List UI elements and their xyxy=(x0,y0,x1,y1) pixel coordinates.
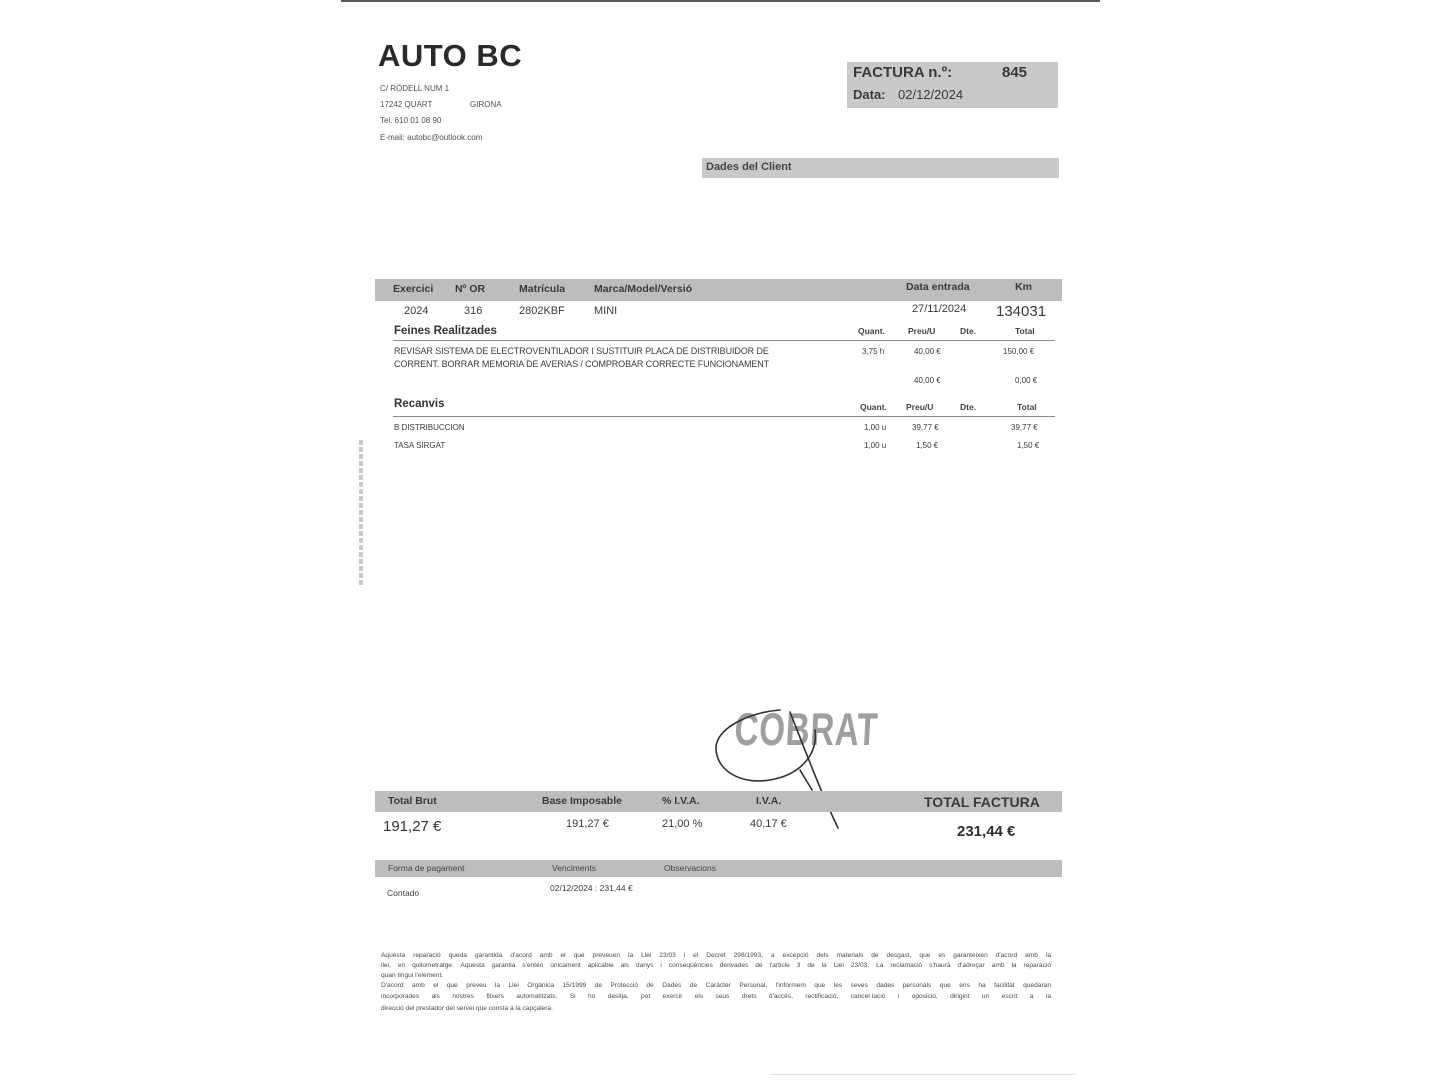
company-province: GIRONA xyxy=(470,100,502,109)
vehicle-header-entry-date: Data entrada xyxy=(906,281,970,293)
works-header-discount: Dte. xyxy=(960,326,977,336)
legal-line: D'acord amb el que preveu la Llei Orgànica 15/1999 de Protecció de Dades de Caràcter Personal, l'informem que les seves dades personals que ens ha facilitat quedaran xyxy=(381,982,1051,989)
works-divider xyxy=(393,340,1055,341)
totals-header-vat: I.V.A. xyxy=(756,795,782,807)
company-address: C/ RÒDELL NUM 1 xyxy=(380,84,450,93)
parts-header-total: Total xyxy=(1017,402,1037,412)
vehicle-plate: 2802KBF xyxy=(519,305,565,317)
parts-row-total: 1,50 € xyxy=(1017,441,1040,450)
payment-header-bar xyxy=(375,860,1062,877)
invoice-date: 02/12/2024 xyxy=(898,87,964,102)
parts-row-price: 1,50 € xyxy=(916,441,939,450)
parts-header-qty: Quant. xyxy=(860,402,887,412)
parts-row-name: TASA SIRGAT xyxy=(394,441,446,450)
parts-row-name: B DISTRIBUCCION xyxy=(394,423,465,432)
parts-row-total: 39,77 € xyxy=(1011,423,1038,432)
paid-stamp: COBRAT xyxy=(733,703,880,755)
works-header-qty: Quant. xyxy=(858,326,885,336)
payment-header-method: Forma de pagament xyxy=(388,863,465,873)
legal-line: incorporades als nostres fitxers automatitzats. Si ho desitja, pot exercir els seus drets d'accés, rectificació, cancel·lació i oposició, dirigint un escrit a la xyxy=(381,993,1051,1000)
works-row-total: 150,00 € xyxy=(1003,347,1035,356)
vehicle-header-km: Km xyxy=(1015,281,1032,293)
vehicle-header-order: Nº OR xyxy=(455,283,486,295)
works-description-line: CORRENT. BORRAR MEMORIA DE AVERIAS / COMPROBAR CORRECTE FUNCIONAMENT xyxy=(394,359,770,369)
legal-line: Aquesta reparació queda garantida d'acord amb el que preveuen la Llei 23/03 i el Decret 298/1993, a excepció dels materials de desgast, que es garanteixen d'acord amb la xyxy=(381,952,1051,959)
vehicle-year: 2024 xyxy=(404,305,429,317)
bottom-rule xyxy=(770,1074,1075,1075)
works-header-total: Total xyxy=(1015,326,1035,336)
total-vat-pct: 21,00 % xyxy=(662,818,703,830)
parts-row-qty: 1,00 u xyxy=(864,423,887,432)
parts-row-qty: 1,00 u xyxy=(864,441,887,450)
vehicle-header-model: Marca/Model/Versió xyxy=(594,283,693,295)
parts-row-price: 39,77 € xyxy=(912,423,939,432)
company-name: AUTO BC xyxy=(378,38,523,73)
vertical-margin-text xyxy=(359,440,363,585)
vehicle-km: 134031 xyxy=(996,303,1047,320)
payment-header-due: Venciments xyxy=(552,863,596,873)
payment-due: 02/12/2024 : 231,44 € xyxy=(550,883,633,893)
parts-header-discount: Dte. xyxy=(960,402,977,412)
vehicle-header-year: Exercici xyxy=(393,283,434,295)
invoice-date-label: Data: xyxy=(853,87,886,102)
payment-method: Contado xyxy=(387,888,420,898)
parts-header-price: Preu/U xyxy=(906,402,934,412)
client-title: Dades del Client xyxy=(706,161,792,173)
legal-line: llei, en quilometratge. Aquesta garantia s'entén únicament aplicable als danys i conseqüències derivades de l'article 3 de la Llei 23/03. La reclamació s'haurà d'adreçar amb la reparació xyxy=(381,962,1051,969)
totals-header-vat-pct: % I.V.A. xyxy=(662,795,700,807)
invoice-number-label: FACTURA n.º: xyxy=(853,64,953,81)
signature xyxy=(700,695,880,835)
legal-line: direcció del prestador del servei que consta a la capçalera. xyxy=(381,1005,553,1012)
company-email: E-mail: autobc@outlook.com xyxy=(380,133,483,142)
vehicle-model: MINI xyxy=(594,305,618,317)
works-description-line: REVISAR SISTEMA DE ELECTROVENTILADOR I SUSTITUIR PLACA DE DISTRIBUIDOR DE xyxy=(394,346,769,356)
totals-header-base: Base Imposable xyxy=(542,795,622,807)
parts-title: Recanvis xyxy=(394,398,445,410)
vehicle-order: 316 xyxy=(464,305,483,317)
total-vat: 40,17 € xyxy=(750,818,787,830)
works-header-price: Preu/U xyxy=(908,326,936,336)
company-postal-town: 17242 QUART xyxy=(380,100,433,109)
works-row-total: 0,00 € xyxy=(1015,376,1038,385)
works-row-qty: 3,75 h xyxy=(862,347,885,356)
vehicle-header-plate: Matrícula xyxy=(519,283,566,295)
parts-divider xyxy=(393,416,1055,417)
legal-line: quan tingui l'element. xyxy=(381,972,444,979)
total-base: 191,27 € xyxy=(566,818,609,830)
totals-header-grand: TOTAL FACTURA xyxy=(924,794,1040,810)
works-row-price: 40,00 € xyxy=(914,376,941,385)
top-rule xyxy=(341,0,1100,2)
vehicle-entry-date: 27/11/2024 xyxy=(912,303,967,315)
company-phone: Tel. 610 01 08 90 xyxy=(380,116,442,125)
totals-header-gross: Total Brut xyxy=(388,795,437,807)
total-gross: 191,27 € xyxy=(383,818,442,835)
total-invoice: 231,44 € xyxy=(957,823,1016,840)
works-title: Feines Realitzades xyxy=(394,325,497,337)
works-row-price: 40,00 € xyxy=(914,347,941,356)
invoice-number: 845 xyxy=(1002,64,1028,81)
payment-header-notes: Observacions xyxy=(664,863,716,873)
